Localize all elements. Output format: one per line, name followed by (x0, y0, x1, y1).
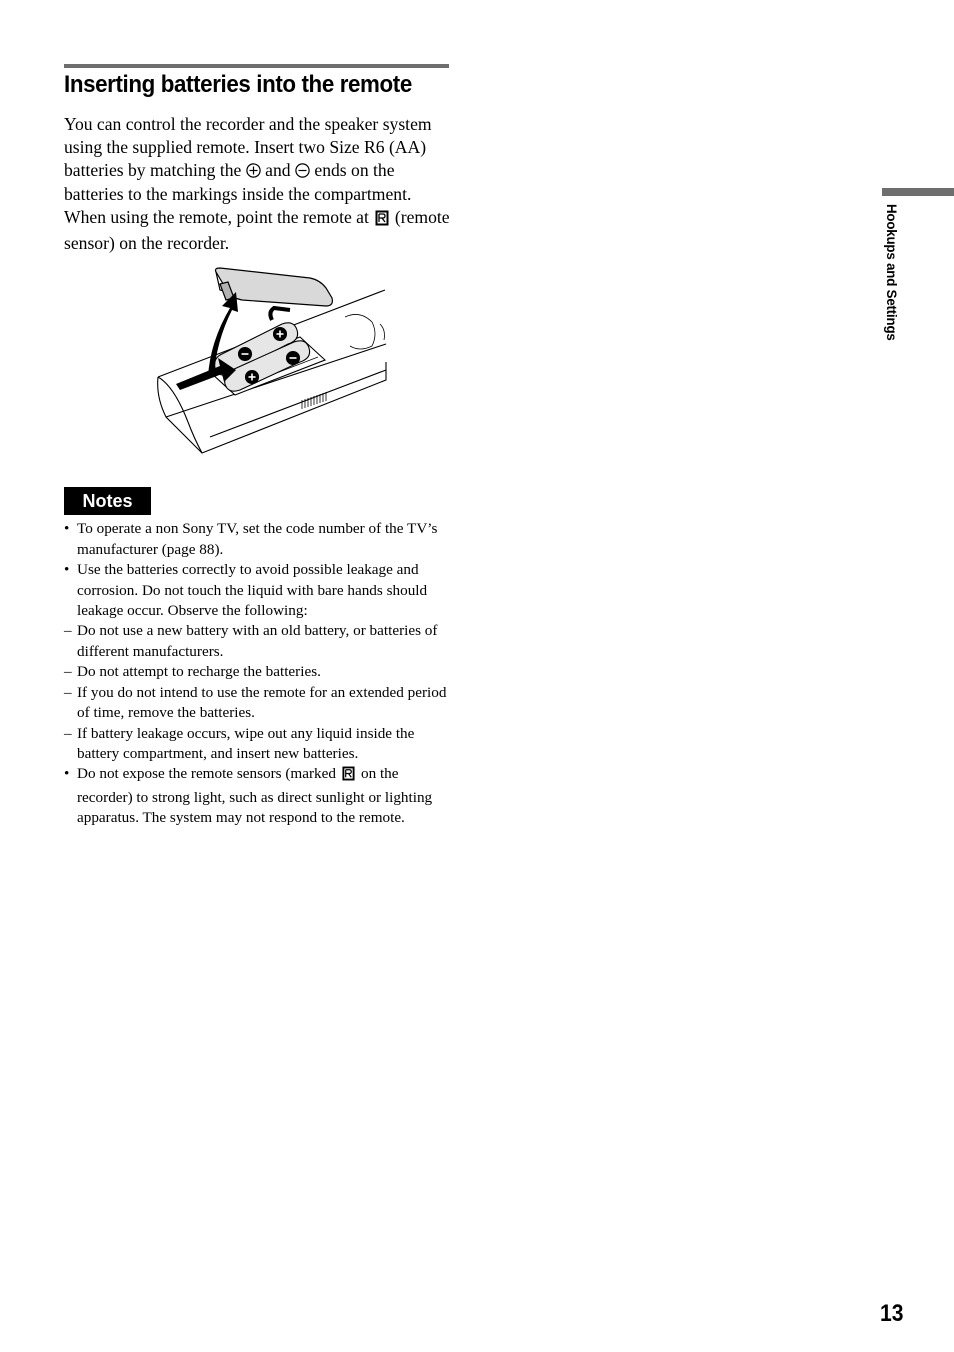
sub-note-text: If you do not intend to use the remote for an extended period of time, remove the batteries. (77, 683, 447, 721)
sub-note-text: Do not attempt to recharge the batteries. (77, 663, 321, 680)
dash-mark: – (64, 683, 72, 701)
intro-text-1: You can control the recorder and the speaker system using the supplied remote. Insert two Size R6 (AA) batteries by matching the (64, 114, 432, 180)
list-item (64, 560, 454, 622)
intro-text-3: ends on the batteries to the markings inside the compartment. When using the remote, point the remote at (64, 159, 412, 228)
intro-paragraph (64, 113, 454, 255)
plus-circle-icon (246, 161, 261, 184)
sub-note-text: Do not use a new battery with an old battery, or batteries of different manufacturers. (77, 622, 438, 660)
remote-sensor-icon (375, 209, 389, 232)
list-item (64, 621, 454, 662)
bullet-mark: • (64, 765, 70, 782)
side-tab-label: Hookups and Settings (884, 204, 900, 341)
bullet-mark: • (64, 561, 70, 578)
note-text: To operate a non Sony TV, set the code number of the TV’s manufacturer (page 88). (77, 520, 438, 558)
dash-mark: – (64, 622, 72, 639)
dash-mark: – (64, 663, 72, 680)
note-text: Do not expose the remote sensors (marked (77, 765, 336, 782)
notes-list (64, 519, 454, 622)
note-text: Use the batteries correctly to avoid possible leakage and corrosion. Do not touch the liquid with bare hands should leakage occur. Observe the following: (77, 561, 428, 619)
notes-sub-list (64, 621, 454, 765)
list-item (64, 764, 454, 829)
note-text-end: on the recorder) to strong light, such as direct sunlight or lighting apparatus. The system may not respond to the remote. (77, 765, 433, 826)
side-tab-bar (882, 188, 954, 196)
remote-sensor-icon (342, 766, 355, 788)
list-item (64, 662, 454, 683)
battery-insertion-illustration (150, 262, 395, 462)
dash-mark: – (64, 724, 72, 742)
list-item (64, 519, 454, 560)
notes-heading: Notes (64, 487, 151, 515)
notes-list-end (64, 764, 454, 829)
page-number: 13 (880, 1300, 904, 1327)
bullet-mark: • (64, 520, 70, 537)
sub-note-text: If battery leakage occurs, wipe out any liquid inside the battery compartment, and insert new batteries. (77, 724, 415, 762)
list-item (64, 683, 454, 724)
list-item (64, 724, 454, 765)
minus-circle-icon (295, 161, 310, 184)
intro-text-4: (remote sensor) on the recorder. (64, 207, 450, 253)
section-title: Inserting batteries into the remote (64, 71, 412, 98)
intro-text-2: and (265, 159, 291, 180)
